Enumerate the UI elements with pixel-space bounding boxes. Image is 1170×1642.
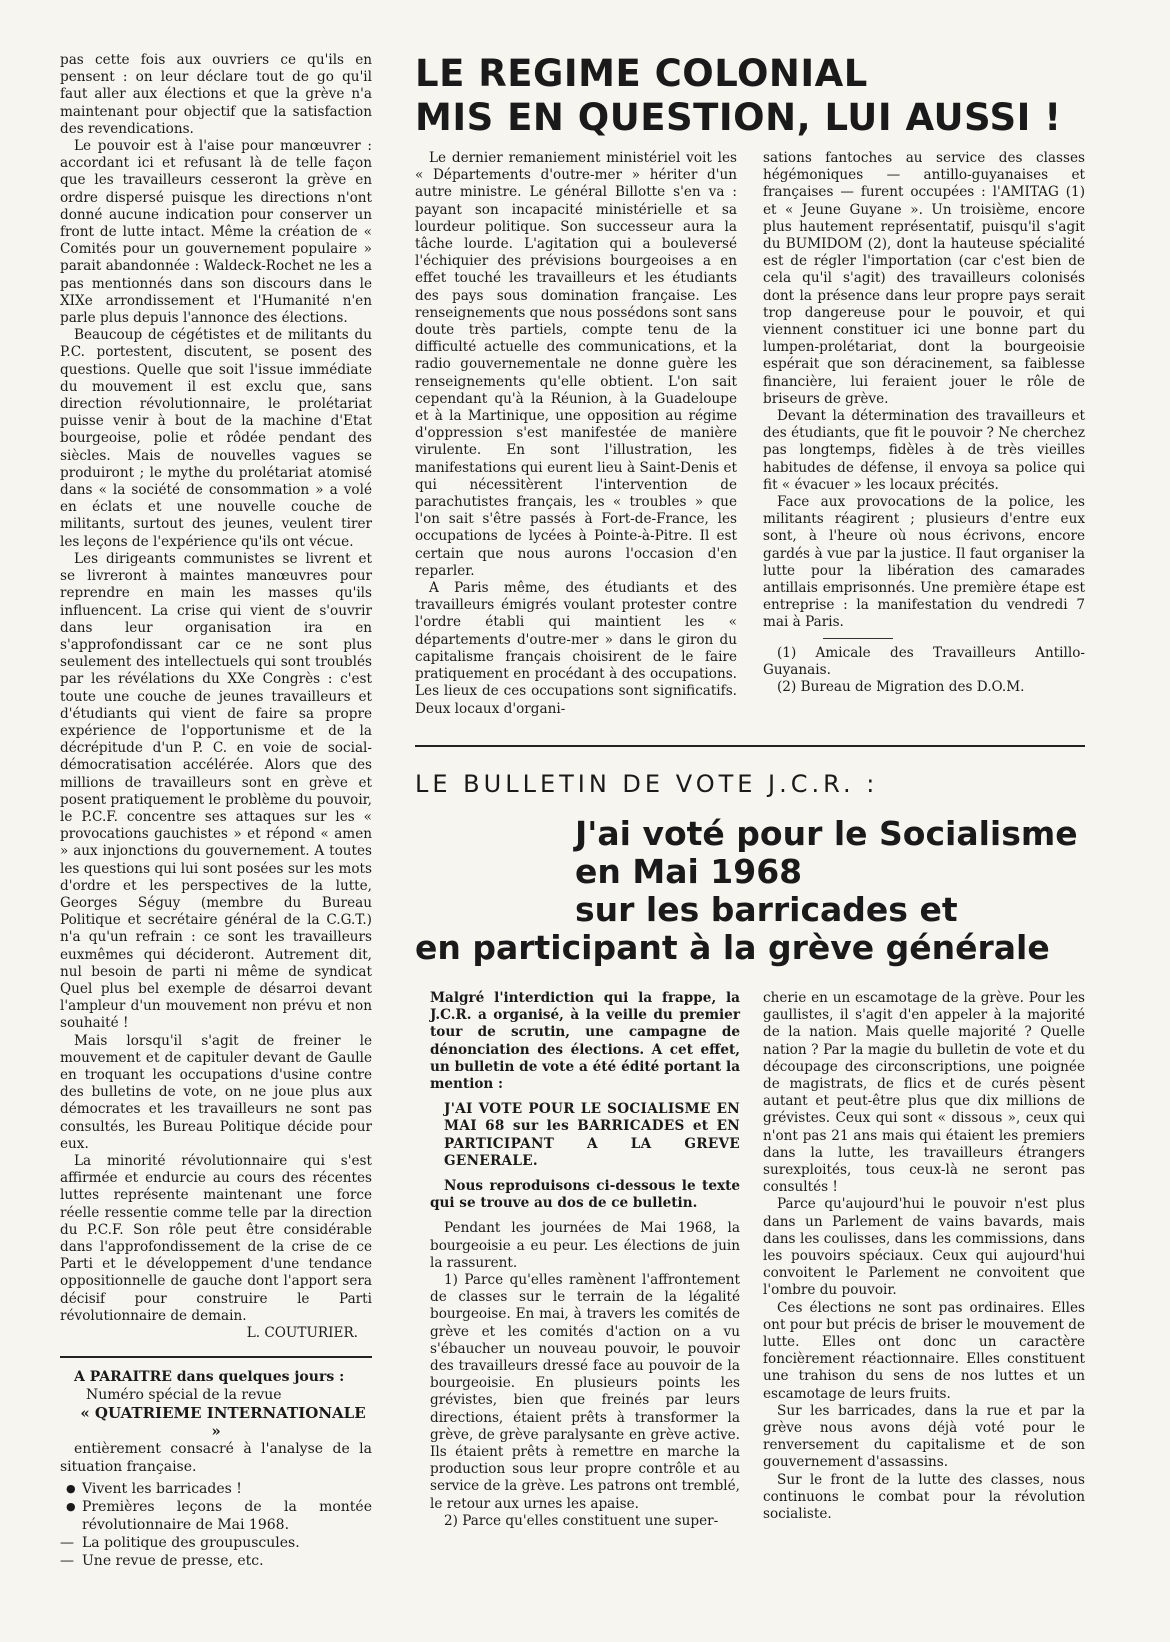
ballot-slogan: J'AI VOTE POUR LE SOCIALISME EN MAI 68 sur les BARRICADES et EN PARTICIPANT A LA GREVE GENERALE. <box>444 1101 740 1169</box>
headline-line: MIS EN QUESTION, LUI AUSSI ! <box>415 96 1062 139</box>
revue-title: « QUATRIEME INTERNATIONALE » <box>80 1404 366 1441</box>
headline-line: sur les barricades et <box>575 890 958 929</box>
article-paragraph: Devant la détermination des travailleurs et des étudiants, que fit le pouvoir ? Ne cherchez pas longtemps, fidèles à de très vieilles habitudes de défense, il envoya sa police qui fit « évacuer » les locaux précités. <box>763 408 1085 493</box>
footnote-divider <box>823 638 893 639</box>
announcement-line: Numéro spécial de la revue <box>86 1387 282 1404</box>
headline-line: J'ai voté pour le Socialisme <box>575 814 1078 853</box>
announcement-box <box>60 1368 372 1570</box>
article-paragraph: Sur le front de la lutte des classes, nous continuons le combat pour la révolution socialiste. <box>763 1471 1085 1523</box>
article-kicker: LE BULLETIN DE VOTE J.C.R. : <box>415 770 879 798</box>
headline-line: en participant à la grève générale <box>415 928 1050 967</box>
left-paragraph: Le pouvoir est à l'aise pour manœuvrer : accordant ici et refusant là de telle façon que les travailleurs cesseront la grève en ordre dispersé puisque les directions n'ont donné aucune indication pour conserver un front de lutte intact. Même la création de « Comités pour un gouvernement populaire » parait abandonnée : Waldeck-Rochet ne les a pas mentionnés dans son discours dans le XIXe arrondissement et l'Humanité n'en parle plus depuis l'annonce des élections. <box>60 138 372 327</box>
headline-line: en Mai 1968 <box>575 852 803 891</box>
left-paragraph: Mais lorsqu'il s'agit de freiner le mouvement et de capituler devant de Gaulle en troquant les occupations d'usine contre des bulletins de vote, on ne joue plus aux démocrates et les travailleurs ne sont pas consultés, les Bureau Politique décide pour eux. <box>60 1032 372 1152</box>
article2-column-2 <box>763 990 1085 1523</box>
article-headline <box>415 52 1115 140</box>
article-paragraph: Face aux provocations de la police, les militants réagirent ; plusieurs d'entre eux sont, à l'heure où nous écrivons, encore gardés à vue par la justice. Il faut organiser la lutte pour la libération des camarades antillais emprisonnés. Une première étape est entreprise : la manifestation du vendredi 7 mai à Paris. <box>763 494 1085 631</box>
footnote: (2) Bureau de Migration des D.O.M. <box>777 679 1025 696</box>
announcement-list <box>60 1480 372 1570</box>
section-divider <box>60 1356 372 1358</box>
article-intro: Nous reproduisons ci-dessous le texte qui se trouve au dos de ce bulletin. <box>430 1178 740 1212</box>
article-paragraph: A Paris même, des étudiants et des travailleurs émigrés voulant protester contre l'ordre établi qui maintient les « départements d'outre-mer » dans le giron du capitalisme français choisirent de le faire pratiquement en procédant à des occupations. Les lieux de ces occupations sont significatifs. Deux locaux d'organi- <box>415 580 737 717</box>
spacer <box>430 1212 740 1220</box>
section-divider <box>415 745 1085 747</box>
author-signature: L. COUTURIER. <box>246 1325 358 1342</box>
announcement-heading: A PARAITRE dans quelques jours : <box>74 1369 345 1386</box>
article-paragraph: sations fantoches au service des classes hégémoniques — antillo-guyanaises et françaises — furent occupées : l'AMITAG (1) et « Jeune Guyane ». Un troisième, encore plus hautement représentatif, puisqu'il s'agit du BUMIDOM (2), dont la hauteuse spécialité est de régler l'importation (car c'est bien de cela qu'il s'agit) des travailleurs colonisés dont la présence dans leur propre pays serait trop dangereuse pour le pouvoir, et qui viennent constituer ici une bonne part du lumpen-prolétariat, dont la bourgeoisie espérait que son déracinement, sa faiblesse financière, lui feraient jouer le rôle de briseurs de grève. <box>763 150 1085 407</box>
left-column-article <box>60 52 372 1570</box>
left-paragraph: Beaucoup de cégétistes et de militants du P.C. portestent, discutent, se posent des questions. Quelle que soit l'issue immédiate du mouvement il est exclu que, sans direction révolutionnaire, le prolétariat puisse venir à bout de la machine d'Etat bourgeoise, polie et rôdée pendant des siècles. Mais de nouvelles vagues se produiront ; le mythe du prolétariat atomisé dans « la société de consommation » a volé en éclats et une nouvelle couche de militants, surtout des jeunes, veulent tirer les leçons de l'expérience qu'ils ont vécue. <box>60 327 372 550</box>
headline-line: LE REGIME COLONIAL <box>415 52 868 95</box>
left-paragraph: pas cette fois aux ouvriers ce qu'ils en pensent : on leur déclare tout de go qu'il faut aller aux élections et que la grève n'a maintenant pour objectif que la satisfaction des revendications. <box>60 52 372 137</box>
list-item: — Une revue de presse, etc. <box>60 1552 372 1570</box>
article-paragraph: Parce qu'aujourd'hui le pouvoir n'est plus dans un Parlement de vains bavards, mais dans les coulisses, dans les commissions, dans les pouvoirs spéciaux. Ceux qui aujourd'hui convoitent le Parlement ne convoitent que l'ombre du pouvoir. <box>763 1196 1085 1299</box>
left-paragraph: Les dirigeants communistes se livrent et se livreront à maintes manœuvres pour reprendre en main les masses qu'ils influencent. La crise qui vient de s'ouvrir dans leur organisation ira en s'approfondissant car ce ne sont plus seulement des intellectuels qui sont troublés par les révélations du XXe Congrès : c'est toute une couche de jeunes travailleurs et d'étudiants qui vient de faire sa propre expérience de l'opportunisme et de la décrépitude d'un P. C. en voie de social-démocratisation accélérée. Alors que des millions de travailleurs sont en grève et posent pratiquement le problème du pouvoir, le P.C.F. concentre ses attaques sur les « provocations gauchistes » et répond « amen » aux injonctions du gouvernement. A toutes les questions qui lui sont posées sur les mots d'ordre et les perspectives de la lutte, Georges Séguy (membre du Bureau Politique et secrétaire général de la C.G.T.) n'a qu'un refrain : ce sont les travailleurs euxmêmes qui décideront. Autrement dit, nul besoin de parti ni même de syndicat Quel plus bel exemple de désarroi devant l'ampleur d'un mouvement non prévu et non souhaité ! <box>60 550 372 1032</box>
article-paragraph: 1) Parce qu'elles ramènent l'affrontement de classes sur le terrain de la légalité bourgeoise. En mai, à travers les comités de grève et les comités d'action on a vu s'ébaucher un nouveau pouvoir, le pouvoir des travailleurs dressé face au pouvoir de la bourgeoisie. En plusieurs points les grévistes, bien que freinés par leurs directions, étaient prêts à transformer la grève, de grève paralysante en grève active. Ils étaient prêts à remettre en marche la production sous leur propre contrôle et au service de la grève. Les patrons ont tremblé, le retour aux urnes les apaise. <box>430 1272 740 1512</box>
article-paragraph: Le dernier remaniement ministériel voit les « Départements d'outre-mer » hériter d'un autre ministre. Le général Billotte s'en va : payant son incapacité ministérielle et sa lourdeur politique. Son successeur aura la tâche lourde. L'agitation qui a bouleversé l'échiquier des prévisions bourgeoises a en effet touché les travailleurs et les étudiants des pays sous domination française. Les renseignements que nous possédons sont sans doute très partiels, compte tenu de la difficulté actuelle des communications, et la radio gouvernementale ne donne guère les renseignements qu'elle obtient. L'on sait cependant qu'à la Réunion, à la Guadeloupe et à la Martinique, une opposition au régime d'oppression s'est manifestée de manière virulente. En sont l'illustration, les manifestations qui eurent lieu à Saint-Denis et qui nécessitèrent l'intervention de parachutistes français, les « troubles » que l'on sait s'être passés à Fort-de-France, les occupations de lycées à Pointe-à-Pitre. Il est certain que nous aurons l'occasion d'en reparler. <box>415 150 737 579</box>
footnote: (1) Amicale des Travailleurs Antillo-Guyanais. <box>763 644 1085 678</box>
left-paragraph: La minorité révolutionnaire qui s'est affirmée et endurcie au cours des récentes luttes représente maintenant une force réelle ressentie comme telle par la direction du P.C.F. Son rôle peut être considérable dans l'approfondissement de la crise de ce Parti et le développement d'une tendance oppositionnelle de gauche dont l'apport sera décisif pour construire le Parti révolutionnaire de demain. <box>60 1153 372 1324</box>
list-item: ● Premières leçons de la montée révolutionnaire de Mai 1968. <box>60 1498 372 1534</box>
article-paragraph: cherie en un escamotage de la grève. Pour les gaullistes, il s'agit d'en appeler à la majorité de la nation. Mais quelle majorité ? Quelle nation ? Par la magie du bulletin de vote et du découpage des circonscriptions, une poignée de magistrats, de flics et de curés pèsent autant et peut-être plus que dix millions de grévistes. Ceux qui sont « dissous », ceux qui n'ont pas 21 ans mais qui étaient les premiers dans la lutte, les travailleurs étrangers surexploités, tous ceux-là ne seront pas consultés ! <box>763 990 1085 1196</box>
announcement-line: entièrement consacré à l'analyse de la situation française. <box>60 1441 372 1476</box>
article-headline <box>415 815 1115 967</box>
article1-column-1 <box>415 150 737 718</box>
article-paragraph: Ces élections ne sont pas ordinaires. Elles ont pour but précis de briser le mouvement de lutte. Elles ont donc un caractère foncièrement réactionnaire. Elles constituent une trahison du sens de nos luttes et un escamotage de leurs fruits. <box>763 1299 1085 1402</box>
article-paragraph: Pendant les journées de Mai 1968, la bourgeoisie a eu peur. Les élections de juin la rassurent. <box>430 1220 740 1271</box>
spacer <box>430 1170 740 1178</box>
article-intro: Malgré l'interdiction qui la frappe, la J.C.R. a organisé, à la veille du premier tour de scrutin, une campagne de dénonciation des élections. A cet effet, un bulletin de vote a été édité portant la mention : <box>430 990 740 1093</box>
list-item: — La politique des groupuscules. <box>60 1534 372 1552</box>
article-paragraph: Sur les barricades, dans la rue et par la grève nous avons déjà voté pour le renversement du capitalisme et de son gouvernement d'assassins. <box>763 1402 1085 1471</box>
article-paragraph: 2) Parce qu'elles constituent une super- <box>444 1512 719 1529</box>
article2-column-1 <box>430 990 740 1530</box>
article1-column-2 <box>763 150 1085 696</box>
list-item: ● Vivent les barricades ! <box>60 1480 372 1498</box>
